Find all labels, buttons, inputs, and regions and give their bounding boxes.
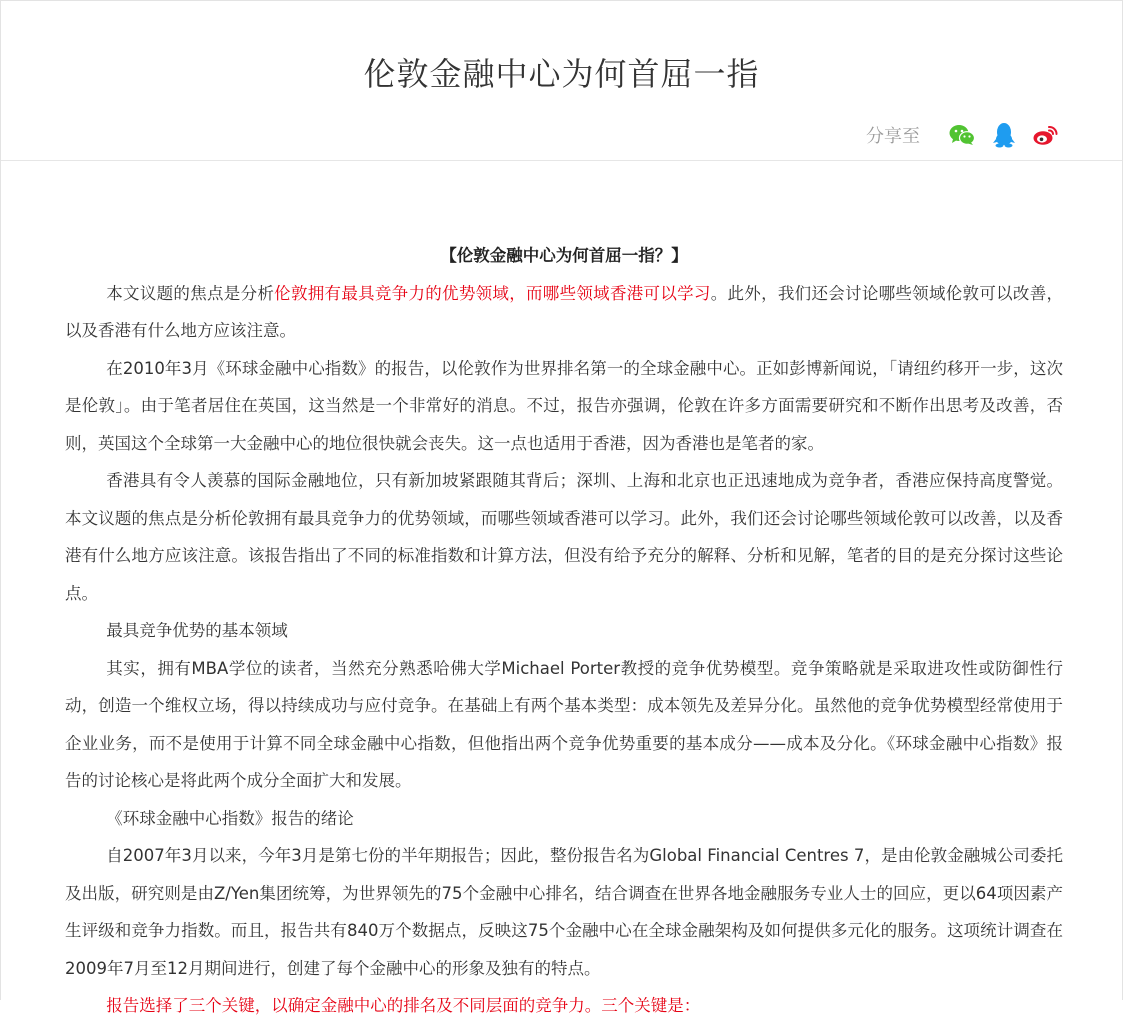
share-bar — [866, 119, 1060, 151]
section-subheading: 《环球金融中心指数》报告的绪论 — [106, 808, 354, 828]
wechat-icon[interactable] — [948, 121, 976, 149]
page-title: 伦敦金融中心为何首屈一指 — [363, 55, 760, 93]
paragraph-text: 本文议题的焦点是分析 — [106, 283, 275, 303]
share-label: 分享至 — [866, 126, 920, 147]
paragraph-intro — [65, 275, 1063, 350]
weibo-icon[interactable] — [1032, 121, 1060, 149]
paragraph: 其实，拥有MBA学位的读者，当然充分熟悉哈佛大学Michael Porter教授的竞争优势模型。竞争策略就是采取进攻性或防御性行动，创造一个维权立场，得以持续成功与应付竞争。在基础上有两个基本类型：成本领先及差异分化。虽然他的竞争优势模型经常使用于企业业务，而不是使用于计算不同全球金融中心指数，但他指出两个竞争优势重要的基本成分——成本及分化。《环球金融中心指数》报告的讨论核心是将此两个成分全面扩大和发展。 — [65, 658, 1063, 790]
qq-icon[interactable] — [990, 121, 1018, 149]
article-body — [65, 237, 1063, 1025]
paragraph: 在2010年3月《环球金融中心指数》的报告，以伦敦作为世界排名第一的全球金融中心。正如彭博新闻说，「请纽约移开一步，这次是伦敦」。由于笔者居住在英国，这当然是一个非常好的消息。不过，报告亦强调，伦敦在许多方面需要研究和不断作出思考及改善，否则，英国这个全球第一大金融中心的地位很快就会丧失。这一点也适用于香港，因为香港也是笔者的家。 — [65, 358, 1063, 453]
article-header — [1, 1, 1122, 161]
highlight-paragraph: 报告选择了三个关键，以确定金融中心的排名及不同层面的竞争力。三个关键是： — [106, 996, 701, 1015]
highlight-text: 伦敦拥有最具竞争力的优势领域，而哪些领域香港可以学习 — [274, 283, 711, 303]
paragraph-text: 。此外，我们还会讨论哪些领域伦敦可以改善，以及香港有什么地方应该注意。 — [65, 283, 1064, 340]
article-heading: 【伦敦金融中心为何首屈一指？】 — [440, 246, 688, 265]
section-subheading: 最具竞争优势的基本领域 — [106, 621, 288, 640]
paragraph: 自2007年3月以来，今年3月是第七份的半年期报告；因此，整份报告名为Global Financial Centres 7，是由伦敦金融城公司委托及出版，研究则是由Z/Yen集团统筹，为世界领先的75个金融中心排名，结合调查在世界各地金融服务专业人士的回应，更以64项因素产生评级和竞争力指数。而且，报告共有840万个数据点，反映这75个金融中心在全球金融架构及如何提供多元化的服务。这项统计调查在2009年7月至12月期间进行，创建了每个金融中心的形象及独有的特点。 — [65, 846, 1063, 978]
paragraph: 香港具有令人羡慕的国际金融地位，只有新加坡紧跟随其背后；深圳、上海和北京也正迅速地成为竞争者，香港应保持高度警觉。本文议题的焦点是分析伦敦拥有最具竞争力的优势领域，而哪些领域香港可以学习。此外，我们还会讨论哪些领域伦敦可以改善，以及香港有什么地方应该注意。该报告指出了不同的标准指数和计算方法，但没有给予充分的解释、分析和见解，笔者的目的是充分探讨这些论点。 — [65, 471, 1063, 603]
